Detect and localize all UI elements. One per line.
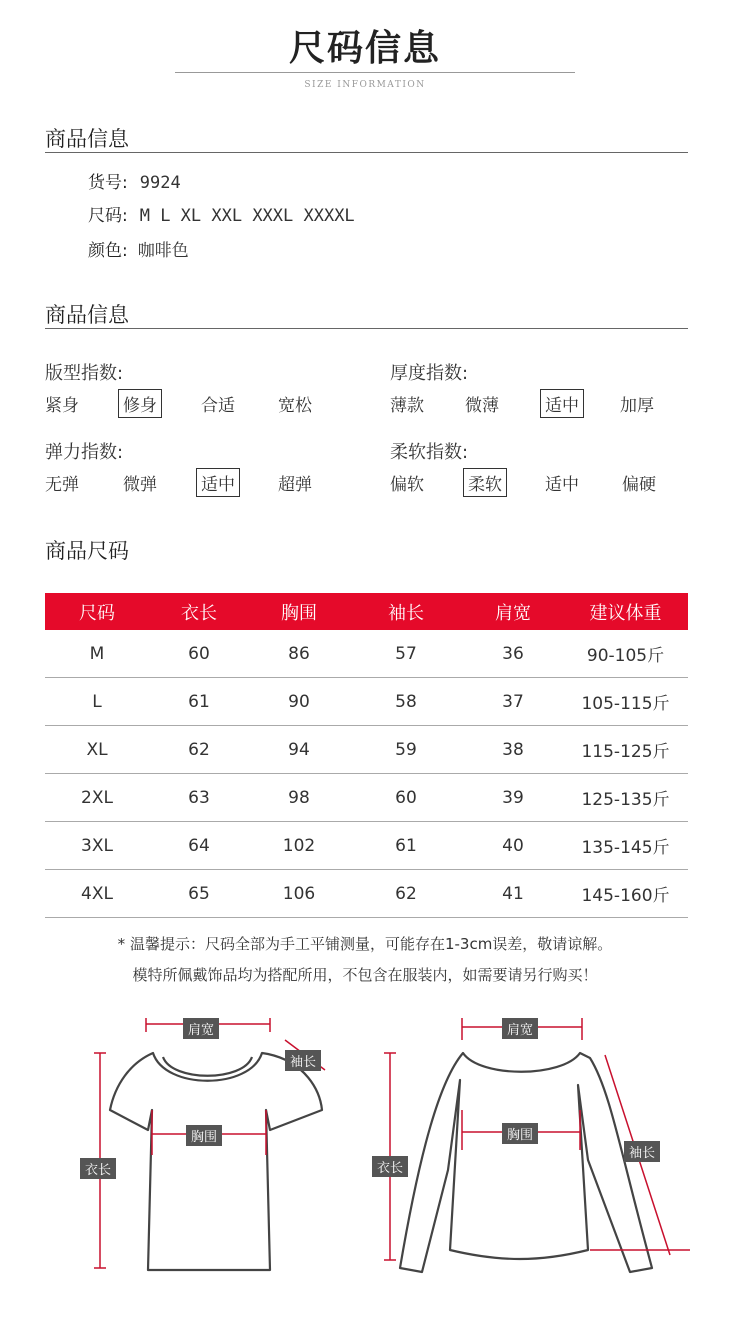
softness-index-label: 柔软指数: [390, 442, 469, 463]
section-divider [45, 328, 688, 329]
table-cell: 63 [149, 774, 249, 822]
section-title-size-table: 商品尺码 [45, 539, 129, 563]
tshirt-sleeve-tag: 袖长 [285, 1050, 321, 1071]
fit-index-label: 版型指数: [45, 363, 124, 384]
table-row [45, 630, 688, 678]
table-cell: 58 [349, 678, 463, 726]
short-sleeve-tshirt-icon [110, 1053, 322, 1270]
table-cell: 60 [149, 630, 249, 678]
elasticity-option: 无弹 [45, 475, 79, 495]
table-cell: 57 [349, 630, 463, 678]
table-cell: 90 [249, 678, 349, 726]
table-header-cell: 袖长 [349, 593, 463, 630]
elasticity-index-label: 弹力指数: [45, 442, 124, 463]
longsleeve-sleeve-tag: 袖长 [624, 1141, 660, 1162]
table-cell: 2XL [45, 774, 149, 822]
table-cell: 61 [149, 678, 249, 726]
table-header-row [45, 593, 688, 630]
page-title: 尺码信息 [288, 28, 441, 69]
table-row [45, 726, 688, 774]
color-value: 咖啡色 [137, 241, 189, 261]
table-cell: 86 [249, 630, 349, 678]
size-table [45, 593, 688, 918]
table-cell: 59 [349, 726, 463, 774]
elasticity-option: 微弹 [123, 475, 157, 495]
color-row [88, 236, 189, 261]
fit-option: 合适 [201, 396, 235, 416]
table-cell: 65 [149, 870, 249, 918]
section-title-indices: 商品信息 [45, 303, 129, 327]
table-cell: L [45, 678, 149, 726]
tshirt-chest-tag: 胸围 [186, 1125, 222, 1146]
table-header-cell: 尺码 [45, 593, 149, 630]
garment-diagram [0, 1000, 730, 1300]
longsleeve-shoulder-tag: 肩宽 [502, 1018, 538, 1039]
table-cell: 61 [349, 822, 463, 870]
softness-option: 偏软 [390, 475, 424, 495]
item-number-value: 9924 [139, 173, 181, 193]
table-cell: 90-105斤 [563, 630, 688, 678]
longsleeve-length-tag: 衣长 [372, 1156, 408, 1177]
thickness-index-label: 厚度指数: [390, 363, 469, 384]
table-cell: 38 [463, 726, 563, 774]
thickness-option-selected: 适中 [540, 389, 584, 418]
table-cell: 135-145斤 [563, 822, 688, 870]
page-subtitle: SIZE INFORMATION [304, 80, 426, 90]
size-row [88, 201, 355, 226]
table-cell: 36 [463, 630, 563, 678]
table-cell: 4XL [45, 870, 149, 918]
table-cell: 125-135斤 [563, 774, 688, 822]
color-label: 颜色: [88, 241, 128, 261]
table-cell: 115-125斤 [563, 726, 688, 774]
softness-index-options [0, 470, 730, 500]
note-measurement: * 温馨提示：尺码全部为手工平铺测量，可能存在1-3cm误差，敬请谅解。 [117, 935, 613, 953]
table-cell: XL [45, 726, 149, 774]
size-label: 尺码: [88, 206, 128, 226]
table-cell: 106 [249, 870, 349, 918]
tshirt-shoulder-tag: 肩宽 [183, 1018, 219, 1039]
table-cell: 105-115斤 [563, 678, 688, 726]
table-row [45, 870, 688, 918]
table-row [45, 678, 688, 726]
table-row [45, 822, 688, 870]
thickness-index-options [0, 391, 730, 421]
table-cell: 64 [149, 822, 249, 870]
elasticity-option-selected: 适中 [196, 468, 240, 497]
table-row [45, 774, 688, 822]
softness-option-selected: 柔软 [463, 468, 507, 497]
table-cell: 145-160斤 [563, 870, 688, 918]
softness-option: 适中 [545, 475, 579, 495]
longsleeve-chest-tag: 胸围 [502, 1123, 538, 1144]
size-value: M L XL XXL XXXL XXXXL [139, 206, 355, 226]
item-number-row [88, 168, 181, 193]
note-accessories: 模特所佩戴饰品均为搭配所用，不包含在服装内，如需要请另行购买！ [132, 966, 598, 984]
table-cell: 41 [463, 870, 563, 918]
fit-option: 紧身 [45, 396, 79, 416]
table-header-cell: 肩宽 [463, 593, 563, 630]
title-divider [175, 72, 575, 73]
table-cell: 3XL [45, 822, 149, 870]
fit-option-selected: 修身 [118, 389, 162, 418]
section-divider [45, 152, 688, 153]
item-number-label: 货号: [88, 173, 128, 193]
long-sleeve-top-icon [400, 1053, 652, 1272]
thickness-option: 薄款 [390, 396, 424, 416]
fit-option: 宽松 [278, 396, 312, 416]
table-header-cell: 衣长 [149, 593, 249, 630]
table-cell: 62 [349, 870, 463, 918]
table-header-cell: 建议体重 [563, 593, 688, 630]
table-cell: 102 [249, 822, 349, 870]
table-header-cell: 胸围 [249, 593, 349, 630]
table-cell: 60 [349, 774, 463, 822]
table-cell: 37 [463, 678, 563, 726]
table-cell: 62 [149, 726, 249, 774]
table-cell: 40 [463, 822, 563, 870]
table-cell: M [45, 630, 149, 678]
elasticity-option: 超弹 [278, 475, 312, 495]
table-cell: 39 [463, 774, 563, 822]
softness-option: 偏硬 [622, 475, 656, 495]
thickness-option: 加厚 [620, 396, 654, 416]
table-cell: 94 [249, 726, 349, 774]
table-cell: 98 [249, 774, 349, 822]
thickness-option: 微薄 [465, 396, 499, 416]
section-title-product-info: 商品信息 [45, 127, 129, 151]
tshirt-length-tag: 衣长 [80, 1158, 116, 1179]
